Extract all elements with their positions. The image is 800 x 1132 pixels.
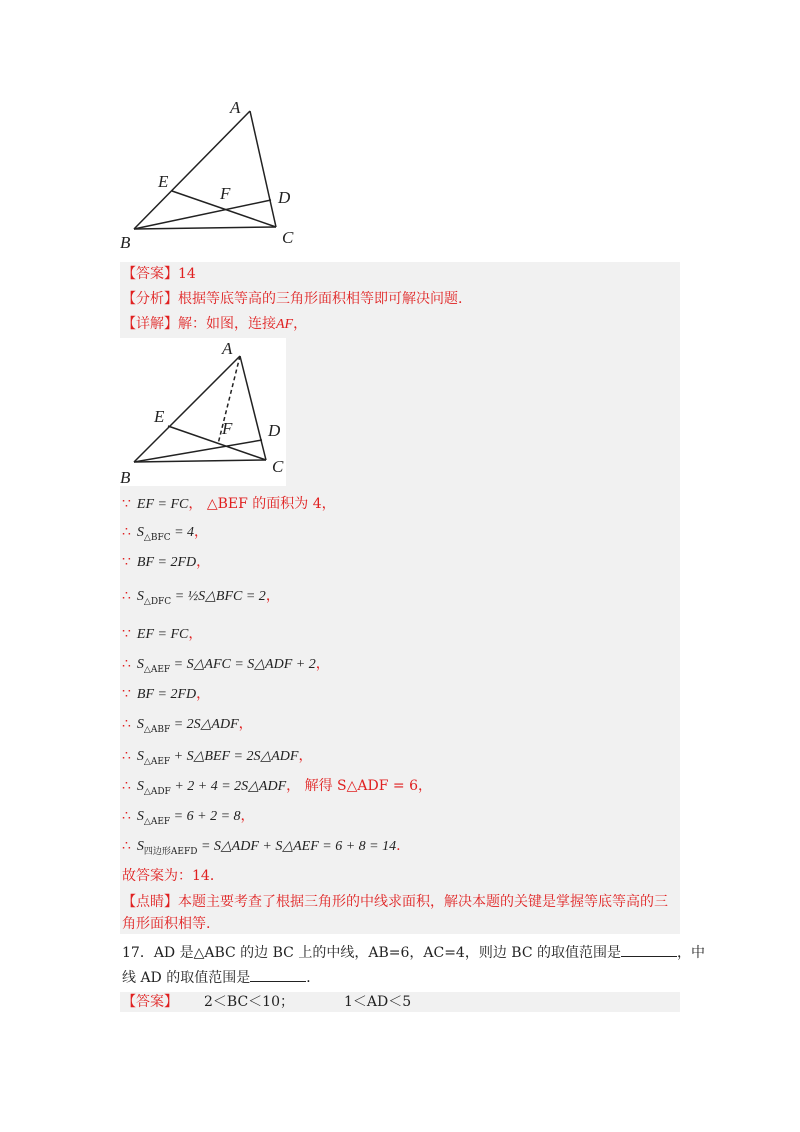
step-expression: BF = 2FD [136, 687, 197, 702]
step-subscript: △BFC [143, 532, 171, 543]
step-tail: ， [238, 716, 253, 732]
answer17-part2: 1＜AD＜5 [343, 994, 412, 1010]
step-expression: S [136, 657, 144, 672]
question-17-line-1 [122, 942, 705, 964]
step-tail: ， [194, 524, 209, 540]
step-rest: + S△BEF = 2S△ADF [170, 749, 299, 764]
step-rest: = S△AFC = S△ADF + 2 [170, 657, 316, 672]
analysis-text: 根据等底等高的三角形面积相等即可解决问题. [178, 291, 463, 307]
answer-value: 14 [178, 266, 196, 282]
detail-text: 解：如图，连接 [178, 316, 276, 332]
answer-blank-2[interactable] [250, 967, 306, 982]
step-tail: ， 解得 S△ADF = 6， [286, 778, 432, 794]
answer17-part1: 2＜BC＜10； [204, 994, 294, 1010]
step-tail: . [396, 838, 401, 854]
q17-text-2b: ． [306, 970, 321, 986]
label2-F: F [222, 419, 233, 438]
triangle-figure-2 [118, 338, 298, 486]
step-symbol: ∴ [122, 748, 131, 764]
step-rest: = ½S△BFC = 2 [171, 589, 266, 604]
step-subscript: 四边形AEFD [143, 846, 198, 857]
question-17-line-2 [122, 967, 320, 989]
label2-B: B [120, 468, 131, 486]
step-symbol: ∴ [122, 588, 131, 604]
step-rest: = 4 [170, 525, 195, 540]
label-F: F [220, 184, 231, 203]
answer-blank-1[interactable] [621, 942, 677, 957]
step-rest: = S△ADF + S△AEF = 6 + 8 = 14 [197, 839, 397, 854]
detail-tag: 【详解】 [122, 316, 178, 332]
step-symbol: ∴ [122, 716, 131, 732]
step-expression: S [136, 589, 144, 604]
step-symbol: ∴ [122, 838, 131, 854]
step-subscript: △AEF [143, 816, 171, 827]
step-symbol: ∴ [122, 656, 131, 672]
step-subscript: △ADF [143, 786, 171, 797]
step-subscript: △ABF [143, 724, 171, 735]
answer-17-line [122, 992, 411, 1012]
step-expression: S [136, 717, 144, 732]
solution-step [122, 522, 208, 548]
step-rest: = 2S△ADF [170, 717, 239, 732]
step-tail: ， △BEF 的面积为 4， [188, 496, 336, 512]
answer-line [122, 264, 196, 284]
answer-tag: 【答案】 [122, 266, 178, 282]
label-D: D [278, 188, 291, 207]
detail-line [122, 314, 307, 335]
step-symbol: ∵ [122, 626, 131, 642]
comment-line-2: 角形面积相等. [122, 916, 211, 932]
step-tail: ， [315, 656, 330, 672]
detail-end: ， [293, 316, 308, 332]
label2-E: E [154, 407, 165, 426]
answer17-tag: 【答案】 [122, 994, 178, 1010]
solution-step [122, 746, 312, 772]
step-symbol: ∴ [122, 778, 131, 794]
solution-step [122, 494, 336, 515]
solution-step [122, 552, 210, 573]
label-A: A [230, 98, 241, 117]
step-expression: S [136, 749, 144, 764]
q17-text-1b: ，中 [677, 945, 706, 961]
step-expression: EF = FC [136, 497, 189, 512]
step-symbol: ∴ [122, 808, 131, 824]
step-tail: ， [265, 588, 280, 604]
step-tail: ， [196, 686, 211, 702]
solution-step [122, 836, 401, 862]
step-rest: = 6 + 2 = 8 [170, 809, 241, 824]
triangle-figure-1 [118, 95, 308, 250]
label2-A: A [222, 339, 233, 358]
step-subscript: △DFC [143, 596, 172, 607]
step-expression: S [136, 525, 144, 540]
step-symbol: ∵ [122, 554, 131, 570]
step-expression: EF = FC [136, 627, 189, 642]
comment-line-1 [122, 892, 668, 912]
step-tail: ， [196, 554, 211, 570]
solution-step [122, 776, 432, 802]
step-subscript: △AEF [143, 664, 171, 675]
step-rest: + 2 + 4 = 2S△ADF [170, 779, 287, 794]
solution-step [122, 654, 330, 680]
step-expression: S [136, 779, 144, 794]
conclusion-line: 故答案为：14． [122, 868, 224, 884]
solution-step [122, 624, 202, 645]
analysis-tag: 【分析】 [122, 291, 178, 307]
step-symbol: ∵ [122, 686, 131, 702]
step-symbol: ∴ [122, 524, 131, 540]
solution-step [122, 684, 210, 705]
label-E: E [158, 172, 169, 191]
step-expression: BF = 2FD [136, 555, 197, 570]
solution-step [122, 806, 255, 832]
label-B: B [120, 233, 131, 250]
q17-text-2a: 线 AD 的取值范围是 [122, 970, 251, 986]
label-C: C [282, 228, 294, 247]
comment-tag: 【点睛】 [122, 894, 178, 910]
step-expression: S [136, 809, 144, 824]
step-tail: ， [240, 808, 255, 824]
step-expression: S [136, 839, 144, 854]
analysis-line [122, 289, 462, 309]
step-symbol: ∵ [122, 496, 131, 512]
solution-step [122, 586, 280, 612]
step-tail: ， [298, 748, 313, 764]
q17-text-1a: 17．AD 是△ABC 的边 BC 上的中线，AB=6，AC=4，则边 BC 的取值范围是 [122, 945, 622, 961]
step-tail: ， [188, 626, 203, 642]
step-subscript: △AEF [143, 756, 171, 767]
label2-D: D [268, 421, 281, 440]
label2-C: C [272, 457, 284, 476]
comment-text-1: 本题主要考查了根据三角形的中线求面积，解决本题的关键是掌握等底等高的三 [178, 894, 668, 910]
solution-step [122, 714, 253, 740]
detail-var: AF [276, 317, 294, 332]
